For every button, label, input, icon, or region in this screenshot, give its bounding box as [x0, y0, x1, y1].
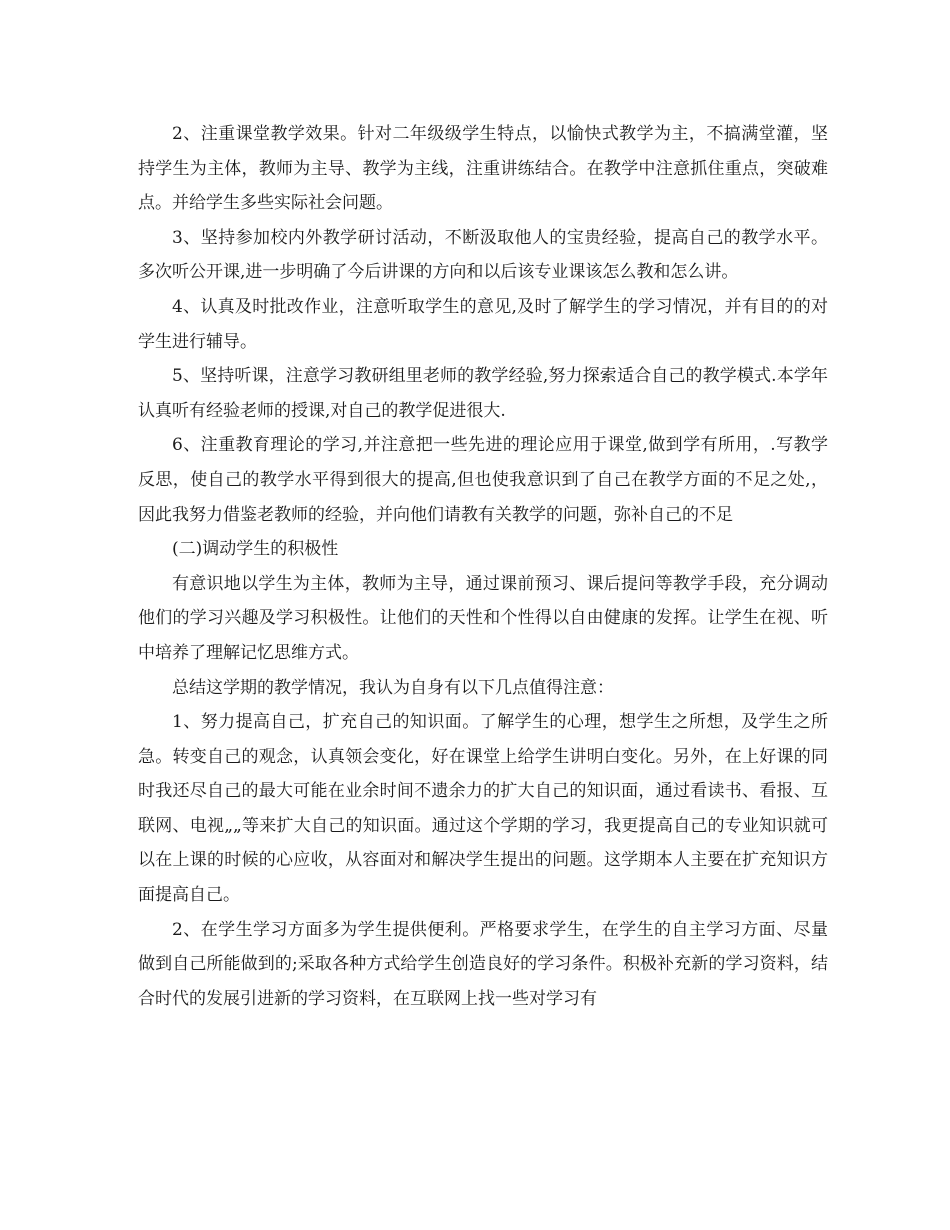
paragraph-item-5: 5、坚持听课，注意学习教研组里老师的教学经验,努力探索适合自己的教学模式.本学年认真听有经验老师的授课,对自己的教学促进很大.	[138, 366, 828, 421]
paragraph-item-4: 4、认真及时批改作业，注意听取学生的意见,及时了解学生的学习情况，并有目的的对学生进行辅导。	[138, 296, 828, 352]
paragraph-point-1: 1、努力提高自己，扩充自己的知识面。了解学生的心理，想学生之所想，及学生之所急。转变自己的观念，认真领会变化，好在课堂上给学生讲明白变化。另外，在上好课的同时我还尽自己的最大可能在业余时间不遗余力的扩大自己的知识面，通过看读书、看报、互联网、电视„„等来扩大自己的知识面。通过这个学期的学习，我更提高自己的专业知识就可以在上课的时候的心应收，从容面对和解决学生提出的问题。这学期本人主要在扩充知识方面提高自己。	[138, 712, 828, 906]
section-heading: (二)调动学生的积极性	[172, 539, 339, 560]
paragraph-item-2: 2、注重课堂教学效果。针对二年级级学生特点，以愉快式教学为主，不搞满堂灌，坚持学生为主体，教师为主导、教学为主线，注重讲练结合。在教学中注意抓住重点，突破难点。并给学生多些实际社会问题。	[138, 124, 828, 214]
paragraph-motivation: 有意识地以学生为主体，教师为主导，通过课前预习、课后提问等教学手段，充分调动他们的学习兴趣及学习积极性。让他们的天性和个性得以自由健康的发挥。让学生在视、听中培养了理解记忆思维方式。	[138, 573, 828, 663]
document-body	[138, 117, 828, 1016]
paragraph-point-2: 2、在学生学习方面多为学生提供便利。严格要求学生，在学生的自主学习方面、尽量做到自己所能做到的;采取各种方式给学生创造良好的学习条件。积极补充新的学习资料，结合时代的发展引进新的学习资料，在互联网上找一些对学习有	[138, 919, 828, 1009]
paragraph-summary-intro: 总结这学期的教学情况，我认为自身有以下几点值得注意：	[172, 677, 614, 698]
paragraph-item-3: 3、坚持参加校内外教学研讨活动，不断汲取他人的宝贵经验，提高自己的教学水平。多次听公开课,进一步明确了今后讲课的方向和以后该专业课该怎么教和怎么讲。	[138, 227, 828, 283]
paragraph-item-6: 6、注重教育理论的学习,并注意把一些先进的理论应用于课堂,做到学有所用，.写教学反思，使自己的教学水平得到很大的提高,但也使我意识到了自己在教学方面的不足之处,，因此我努力借鉴老教师的经验，并向他们请教有关教学的问题，弥补自己的不足	[138, 435, 828, 525]
